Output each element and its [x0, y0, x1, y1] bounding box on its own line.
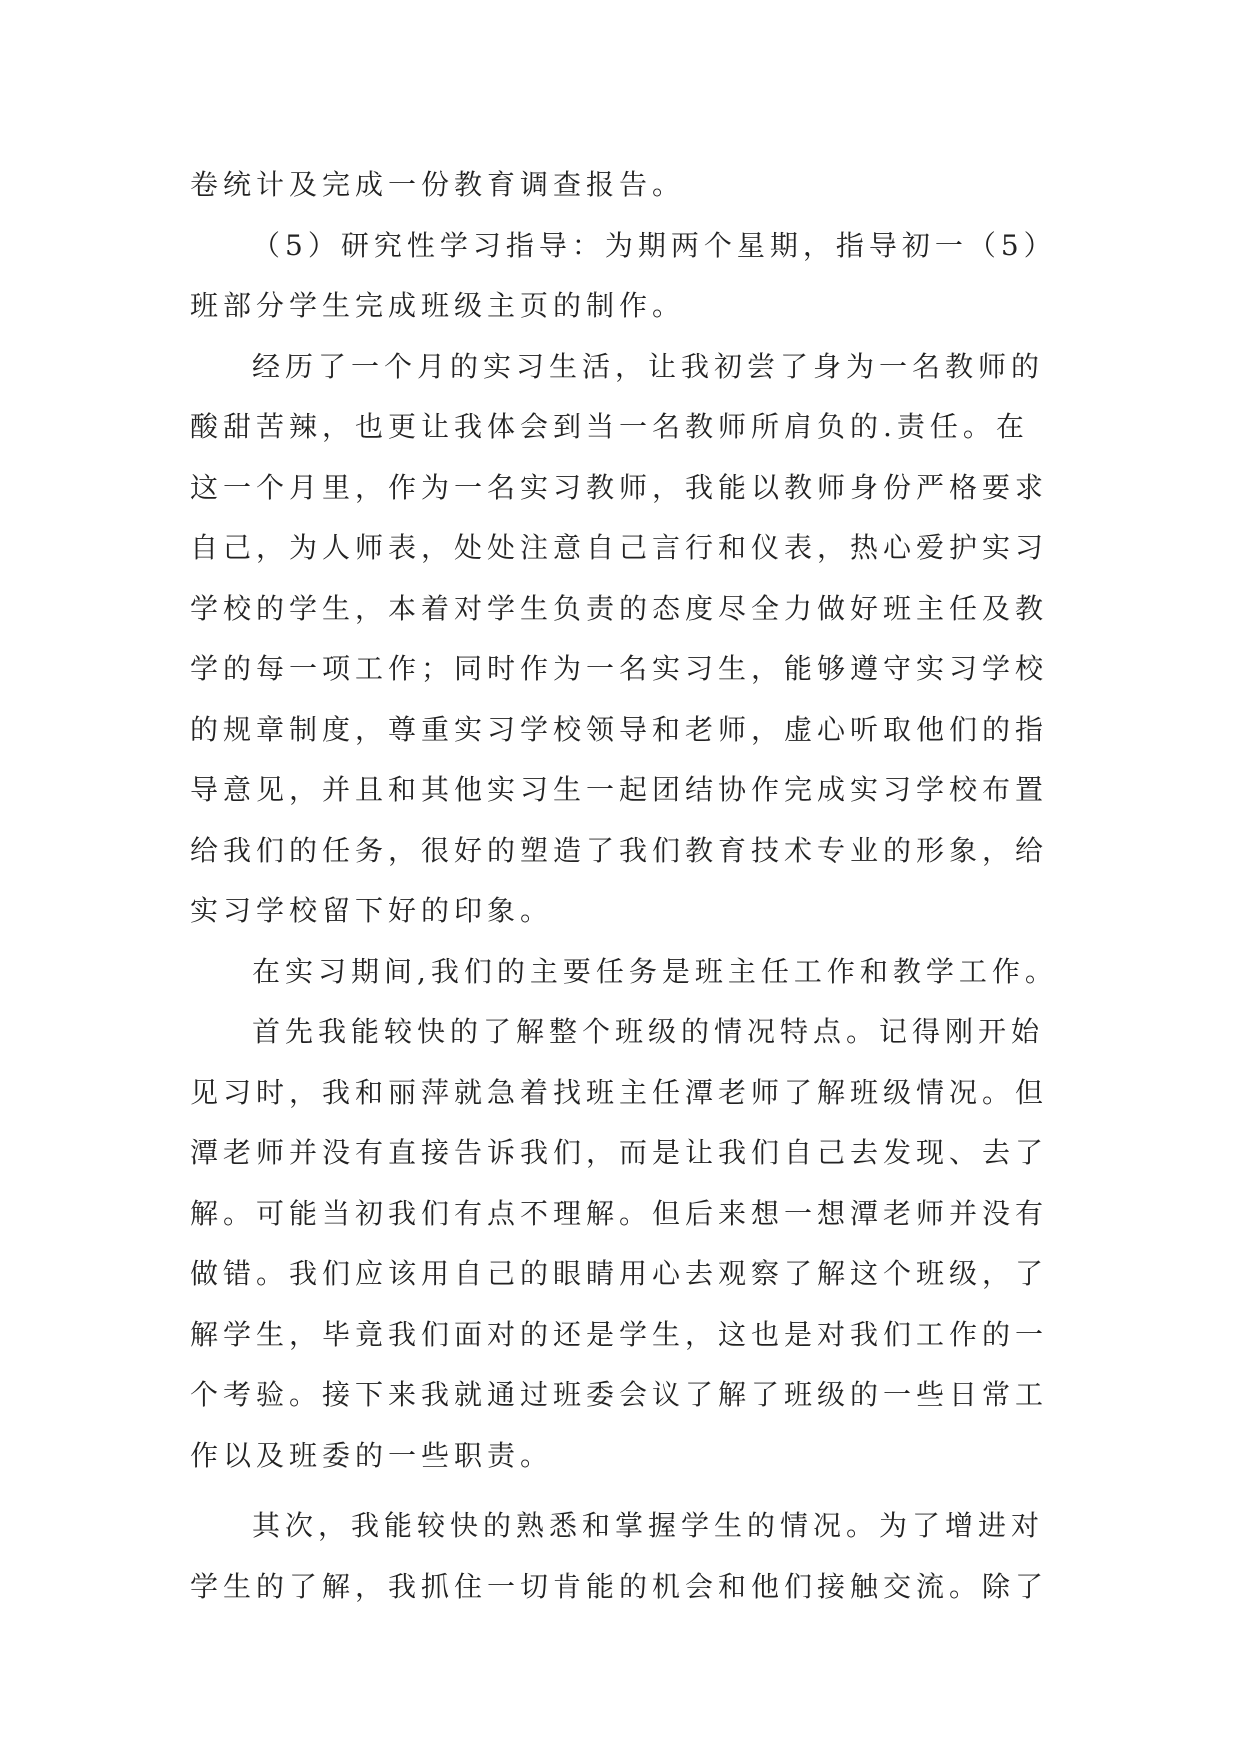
text-line: 解学生，毕竟我们面对的还是学生，这也是对我们工作的一: [190, 1317, 1049, 1351]
text-line: 实习学校留下好的印象。: [190, 894, 554, 927]
text-line: 学校的学生，本着对学生负责的态度尽全力做好班主任及教: [190, 591, 1049, 625]
text-line: 做错。我们应该用自己的眼睛用心去观察了解这个班级，了: [190, 1257, 1049, 1290]
text-line: 学生的了解，我抓住一切肯能的机会和他们接触交流。除了: [190, 1569, 1049, 1603]
text-line: 其次，我能较快的熟悉和掌握学生的情况。为了增进对: [252, 1509, 1045, 1542]
text-line: 潭老师并没有直接告诉我们，而是让我们自己去发现、去了: [190, 1136, 1049, 1169]
text-line: 经历了一个月的实习生活，让我初尝了身为一名教师的: [252, 349, 1045, 383]
text-line: 卷统计及完成一份教育调查报告。: [190, 168, 686, 201]
text-line: 班部分学生完成班级主页的制作。: [190, 289, 686, 322]
text-line: 酸甜苦辣，也更让我体会到当一名教师所肩负的.责任。在: [190, 410, 1029, 443]
text-line: 自己，为人师表，处处注意自己言行和仪表，热心爱护实习: [190, 531, 1049, 564]
text-line: 这一个月里，作为一名实习教师，我能以教师身份严格要求: [190, 470, 1049, 504]
text-line: 首先我能较快的了解整个班级的情况特点。记得刚开始: [252, 1015, 1045, 1048]
text-line: 个考验。接下来我就通过班委会议了解了班级的一些日常工: [190, 1378, 1049, 1411]
document-body: [190, 155, 1060, 1617]
text-line: 解。可能当初我们有点不理解。但后来想一想潭老师并没有: [190, 1196, 1049, 1230]
text-line: 给我们的任务，很好的塑造了我们教育技术专业的形象，给: [190, 833, 1049, 867]
text-line: 作以及班委的一些职责。: [190, 1438, 554, 1472]
text-line: 的规章制度，尊重实习学校领导和老师，虚心听取他们的指: [190, 712, 1049, 746]
text-line: 见习时，我和丽萍就急着找班主任潭老师了解班级情况。但: [190, 1075, 1049, 1109]
text-line: 学的每一项工作；同时作为一名实习生，能够遵守实习学校: [190, 652, 1049, 685]
text-line: （5）研究性学习指导：为期两个星期，指导初一（5）: [252, 228, 1057, 262]
text-line: 导意见，并且和其他实习生一起团结协作完成实习学校布置: [190, 773, 1049, 806]
text-line: 在实习期间,我们的主要任务是班主任工作和教学工作。: [252, 954, 1058, 988]
